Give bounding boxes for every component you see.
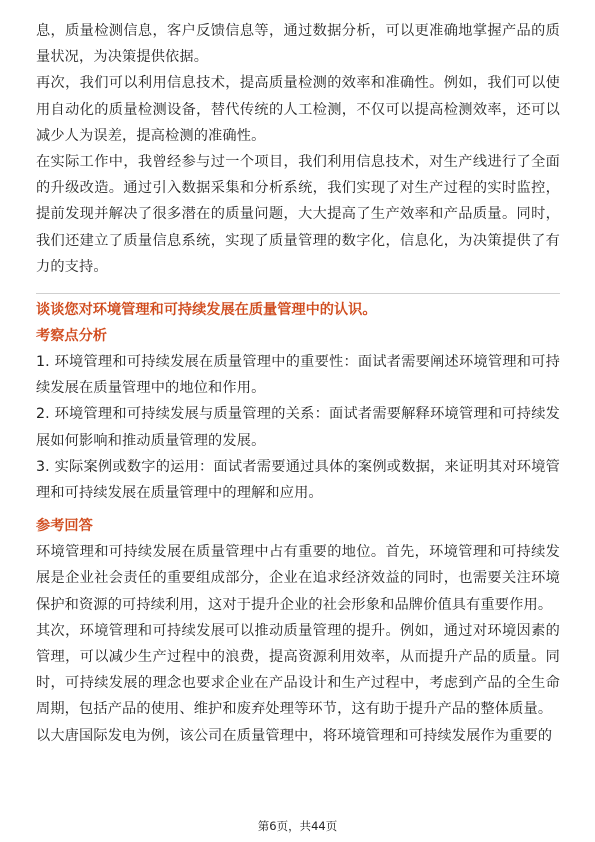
intro-paragraph: 再次，我们可以利用信息技术，提高质量检测的效率和准确性。例如，我们可以使用自动化的质量检测设备，替代传统的人工检测，不仅可以提高检测效率，还可以减少人为误差，提高检测的准确性。 xyxy=(36,75,560,144)
answer-paragraph: 环境管理和可持续发展在质量管理中占有重要的地位。首先，环境管理和可持续发展是企业社会责任的重要组成部分，企业在追求经济效益的同时，也需要关注环境保护和资源的可持续利用，这对于提升企业的社会形象和品牌价值具有重要作用。 xyxy=(36,544,560,613)
question-title: 谈谈您对环境管理和可持续发展在质量管理中的认识。 xyxy=(36,302,377,319)
analysis-heading: 考察点分析 xyxy=(36,328,107,345)
analysis-item: 1. 环境管理和可持续发展在质量管理中的重要性：面试者需要阐述环境管理和可持续发展在质量管理中的地位和作用。 xyxy=(36,354,560,397)
document-page xyxy=(36,18,560,749)
intro-paragraph: 息，质量检测信息，客户反馈信息等，通过数据分析，可以更准确地掌握产品的质量状况，为决策提供依据。 xyxy=(36,23,560,66)
page-number: 第6页，共44页 xyxy=(257,819,338,833)
answer-paragraph: 以大唐国际发电为例，该公司在质量管理中，将环境管理和可持续发展作为重要的 xyxy=(36,727,553,744)
answer-paragraph: 其次，环境管理和可持续发展可以推动质量管理的提升。例如，通过对环境因素的管理，可以减少生产过程中的浪费，提高资源利用效率，从而提升产品的质量。同时，可持续发展的理念也要求企业在产品设计和生产过程中，考虑到产品的全生命周期，包括产品的使用、维护和废弃处理等环节，这有助于提升产品的整体质量。 xyxy=(36,622,560,718)
analysis-item: 3. 实际案例或数字的运用：面试者需要通过具体的案例或数据，来证明其对环境管理和可持续发展在质量管理中的理解和应用。 xyxy=(36,458,560,502)
intro-paragraph: 在实际工作中，我曾经参与过一个项目，我们利用信息技术，对生产线进行了全面的升级改造。通过引入数据采集和分析系统，我们实现了对生产过程的实时监控，提前发现并解决了很多潜在的质量问题，大大提高了生产效率和产品质量。同时，我们还建立了质量信息系统，实现了质量管理的数字化，信息化，为决策提供了有力的支持。 xyxy=(36,154,560,275)
section-divider xyxy=(36,293,560,294)
analysis-item: 2. 环境管理和可持续发展与质量管理的关系：面试者需要解释环境管理和可持续发展如何影响和推动质量管理的发展。 xyxy=(36,406,560,449)
answer-heading: 参考回答 xyxy=(36,518,93,535)
